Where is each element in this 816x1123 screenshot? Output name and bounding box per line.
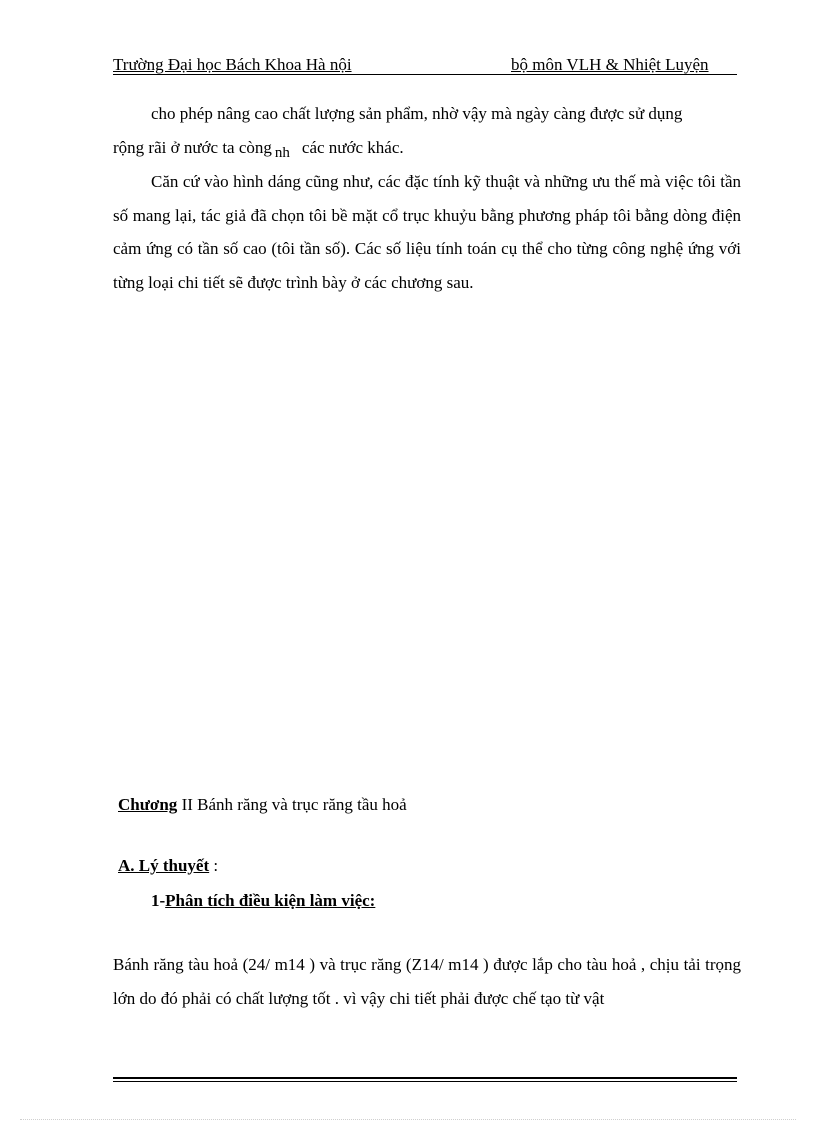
paragraph-3 <box>113 948 741 1015</box>
chapter-heading <box>118 795 407 815</box>
section-heading <box>118 856 218 876</box>
paragraph-1 <box>113 97 741 166</box>
page-edge-dotted-line <box>20 1119 796 1120</box>
chapter-label: Chương <box>118 795 178 814</box>
header-rule <box>113 74 737 75</box>
footer-rule-bottom <box>113 1081 737 1082</box>
page-header <box>113 52 737 78</box>
subsection-heading <box>151 891 375 911</box>
subsection-title: Phân tích điều kiện làm việc: <box>165 891 376 910</box>
paragraph-1-line-1: cho phép nâng cao chất lượng sản phẩm, nhờ vậy mà ngày càng được sử dụng <box>151 104 683 123</box>
paragraph-1-line-2-start: rộng rãi ở nước ta còng <box>113 137 272 157</box>
paragraph-1-subscript: nh <box>274 144 290 161</box>
paragraph-1-line-2 <box>113 131 741 167</box>
header-university: Trường Đại học Bách Khoa Hà nội <box>113 55 352 74</box>
footer-rule-top <box>113 1077 737 1079</box>
section-label: A. Lý thuyết <box>118 856 210 875</box>
paragraph-2 <box>113 165 741 300</box>
header-department: bộ môn VLH & Nhiệt Luyện <box>511 55 709 74</box>
paragraph-3-text: Bánh răng tàu hoả (24/ m14 ) và trục răng (Z14/ m14 ) được lắp cho tàu hoả , chịu tải trọng lớn do đó phải có chất lượng tốt . vì vậy chi tiết phải được chế tạo từ vật <box>113 955 741 1008</box>
subsection-number: 1- <box>151 891 166 910</box>
paragraph-1-line-2-end: các nước khác. <box>301 137 404 157</box>
chapter-title: II Bánh răng và trục răng tầu hoả <box>181 795 407 814</box>
section-suffix: : <box>209 856 219 875</box>
paragraph-2-text: Căn cứ vào hình dáng cũng như, các đặc tính kỹ thuật và những ưu thế mà việc tôi tần số mang lại, tác giả đã chọn tôi bề mặt cổ trục khuỷu bằng phương pháp tôi bằng dòng điện cảm ứng có tần số cao (tôi tần số). Các số liệu tính toán cụ thể cho từng công nghệ ứng với từng loại chi tiết sẽ được trình bày ở các chương sau. <box>113 172 741 293</box>
